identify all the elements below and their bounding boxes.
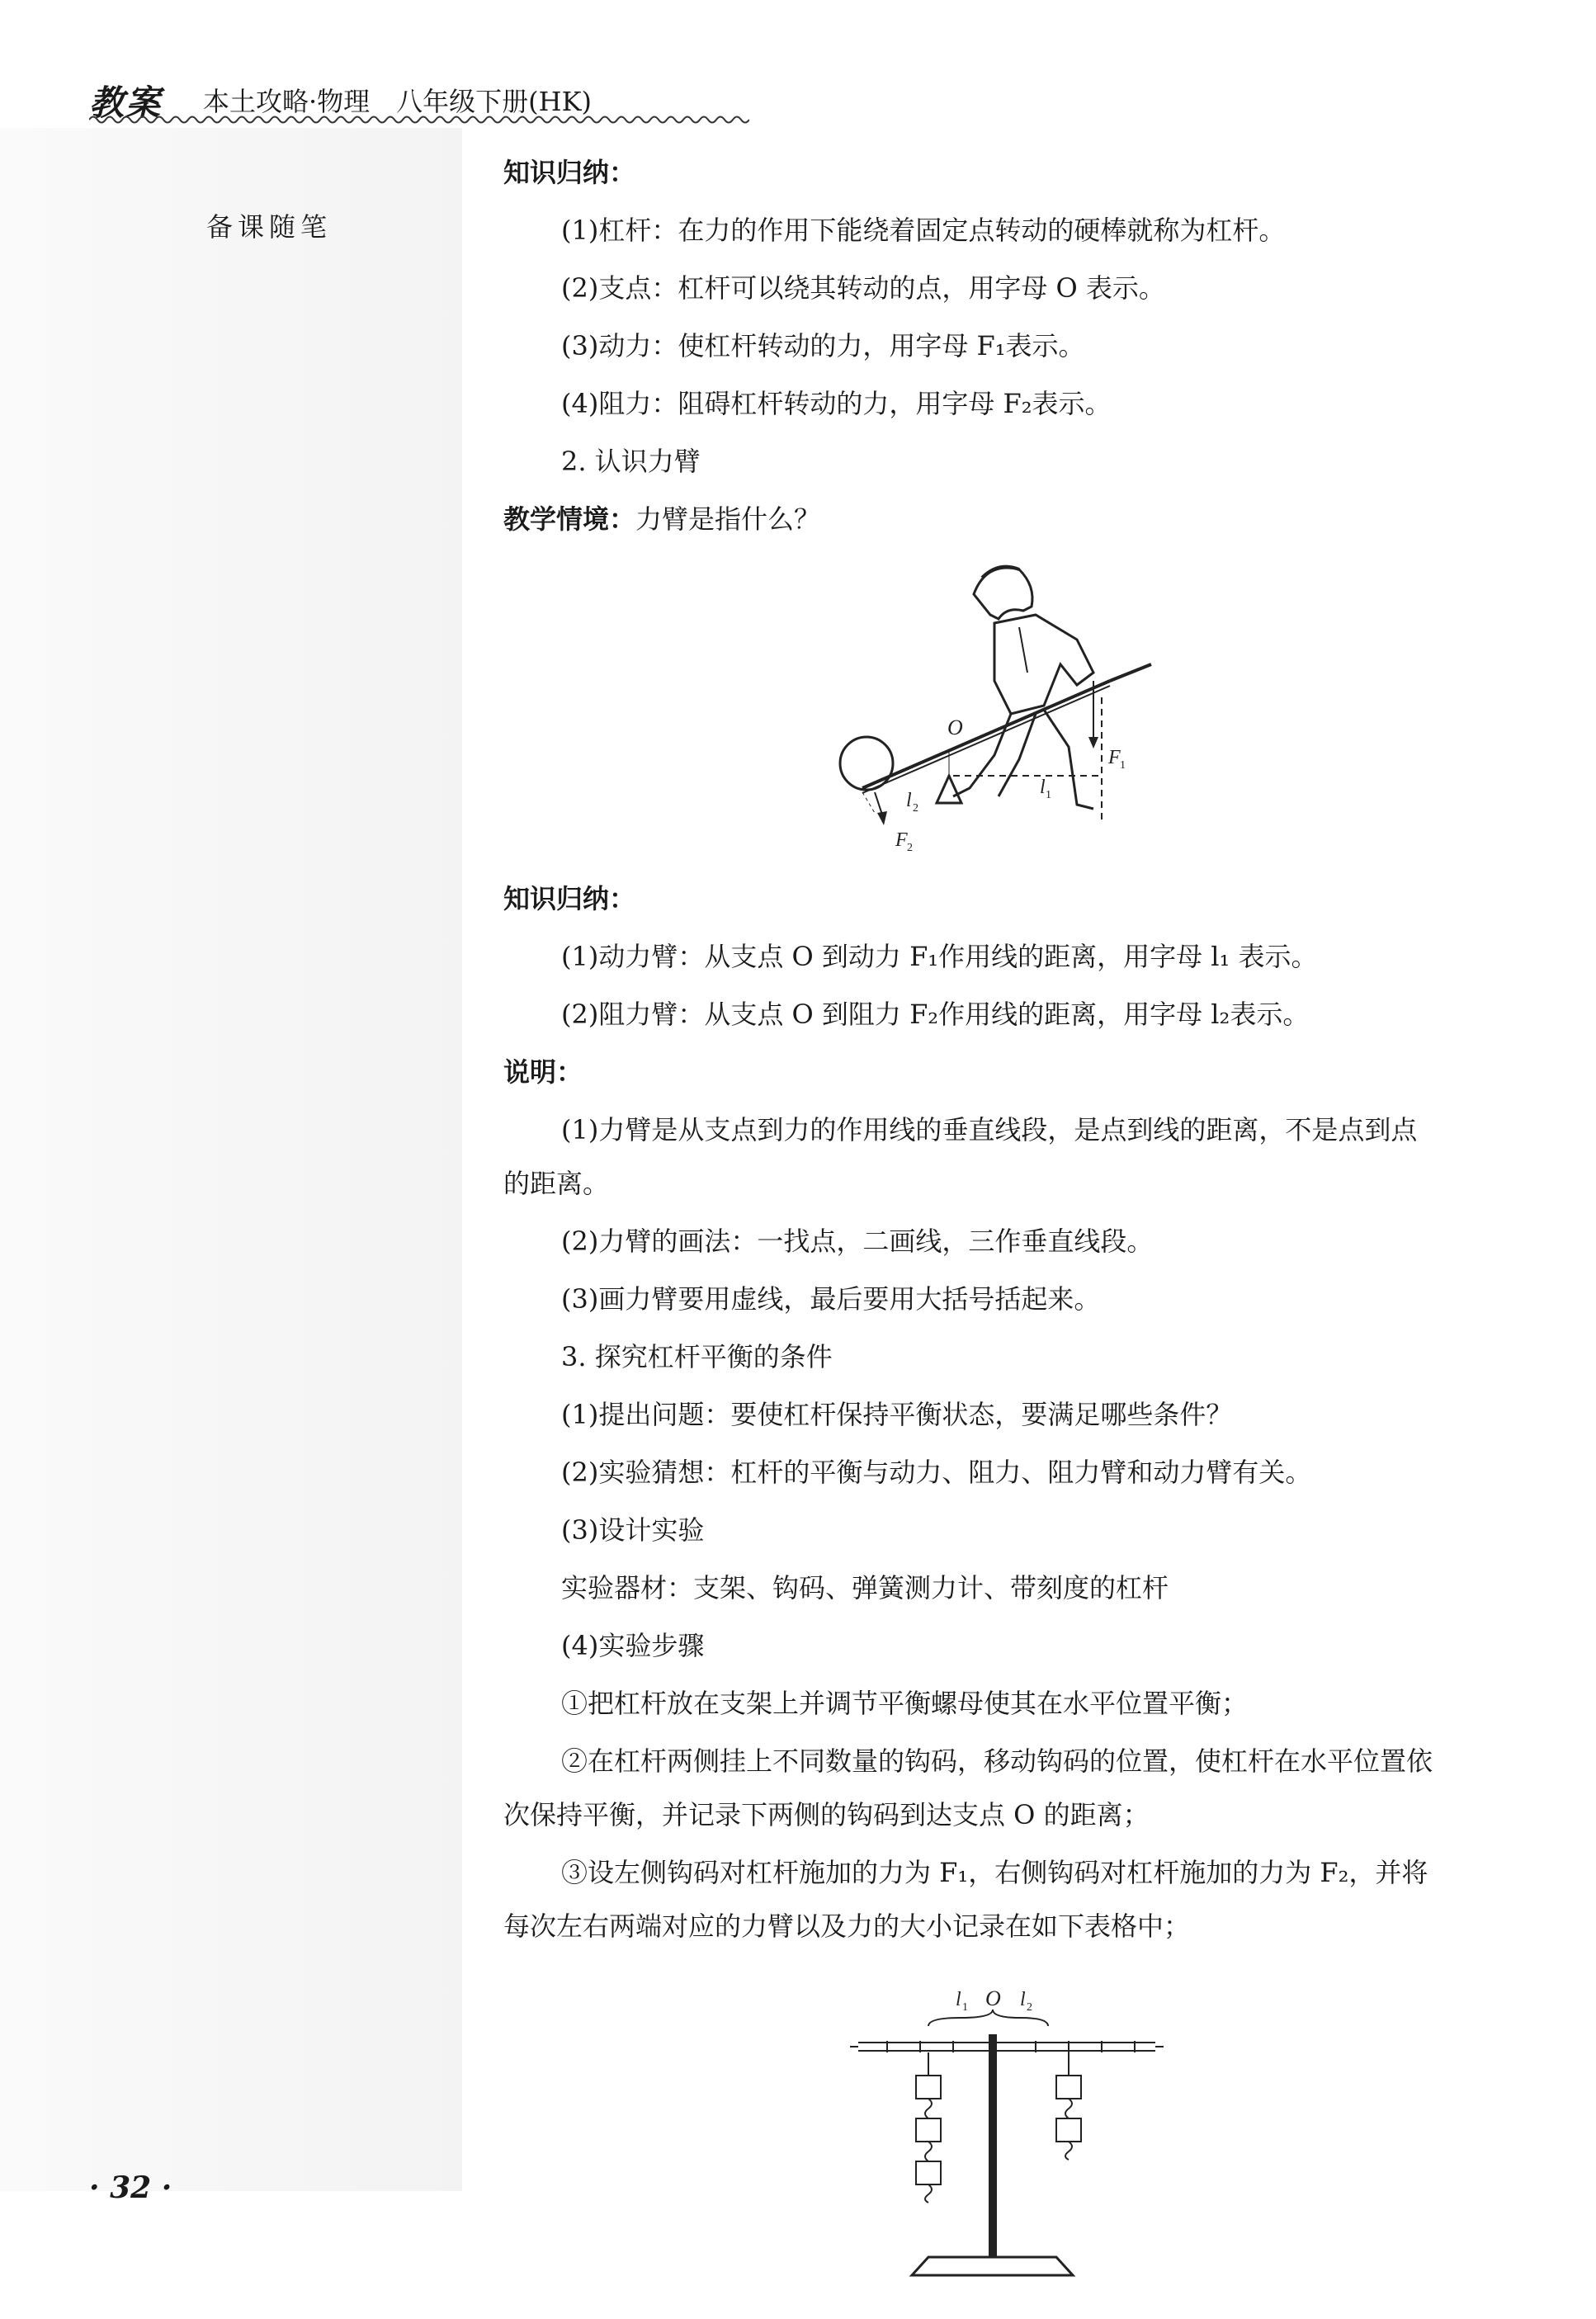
section3-item-3: (3)设计实验 [561,1514,705,1546]
fig1-label-arm2-sub: 2 [913,802,918,815]
fig1-label-force2: F [895,829,908,851]
section2-item-2: (2)阻力臂：从支点 O 到阻力 F₂作用线的距离，用字母 l₂表示。 [561,999,1310,1030]
note-1-cont: 的距离。 [503,1168,610,1199]
section3-item-5: (4)实验步骤 [561,1630,705,1661]
note-1: (1)力臂是从支点到力的作用线的垂直线段，是点到线的距离，不是点到点 [561,1114,1418,1145]
page-number: · 32 · [89,2170,172,2205]
section1-item-4: (4)阻力：阻碍杠杆转动的力，用字母 F₂表示。 [561,388,1112,419]
margin-note-label: 备课随笔 [206,211,333,243]
section2-title: 2. 认识力臂 [561,446,701,477]
fig2-label-arm1: l [956,1989,961,2010]
section3-step-2: ②在杠杆两侧挂上不同数量的钩码，移动钩码的位置，使杠杆在水平位置依 [561,1745,1433,1777]
fig1-label-pivot: O [947,716,963,739]
section3-step-3: ③设左侧钩码对杠杆施加的力为 F₁，右侧钩码对杠杆施加的力为 F₂，并将 [561,1857,1428,1888]
section3-item-4: 实验器材：支架、钩码、弹簧测力计、带刻度的杠杆 [561,1572,1169,1603]
header-wave-decoration [89,114,749,125]
fig1-label-arm2: l [906,790,912,811]
fig1-label-force2-sub: 2 [907,842,913,854]
scenario-text: 力臂是指什么？ [635,503,821,535]
scenario-label: 教学情境： [503,503,636,535]
section3-step-3-cont: 每次左右两端对应的力臂以及力的大小记录在如下表格中； [503,1910,1191,1942]
section1-item-2: (2)支点：杠杆可以绕其转动的点，用字母 O 表示。 [561,272,1165,304]
fig1-label-force1: F [1108,747,1121,768]
lever-worker-figure [829,549,1192,862]
header-brand: 教案 [89,83,163,123]
fig2-label-arm2-sub: 2 [1027,2001,1032,2014]
fig2-label-arm2: l [1020,1989,1026,2010]
section1-item-1: (1)杠杆：在力的作用下能绕着固定点转动的硬棒就称为杠杆。 [561,215,1286,246]
section1-item-3: (3)动力：使杠杆转动的力，用字母 F₁表示。 [561,330,1085,361]
fig1-label-arm1: l [1040,777,1046,798]
header-subtitle: 本土攻略·物理 八年级下册(HK) [203,86,592,117]
lever-balance-figure [850,1977,1164,2290]
fig1-label-arm1-sub: 1 [1046,789,1051,801]
section3-title: 3. 探究杠杆平衡的条件 [561,1341,833,1372]
fig1-label-force1-sub: 1 [1120,759,1126,772]
note-3: (3)画力臂要用虚线，最后要用大括号括起来。 [561,1283,1101,1315]
note-2: (2)力臂的画法：一找点，二画线，三作垂直线段。 [561,1226,1154,1257]
section2-heading: 知识归纳： [503,883,636,914]
note-heading: 说明： [503,1056,583,1088]
section3-item-2: (2)实验猜想：杠杆的平衡与动力、阻力、阻力臂和动力臂有关。 [561,1457,1312,1488]
section1-heading: 知识归纳： [503,157,636,188]
page-header [89,76,749,125]
section3-step-2-cont: 次保持平衡，并记录下两侧的钩码到达支点 O 的距离； [503,1799,1150,1830]
fig2-label-pivot: O [985,1986,1001,2010]
margin-notes-column [0,128,462,2191]
section3-item-1: (1)提出问题：要使杠杆保持平衡状态，要满足哪些条件？ [561,1399,1233,1430]
section2-scenario [503,499,820,539]
section3-step-1: ①把杠杆放在支架上并调节平衡螺母使其在水平位置平衡； [561,1688,1249,1719]
section2-item-1: (1)动力臂：从支点 O 到动力 F₁作用线的距离，用字母 l₁ 表示。 [561,941,1318,972]
fig2-label-arm1-sub: 1 [962,2001,968,2014]
